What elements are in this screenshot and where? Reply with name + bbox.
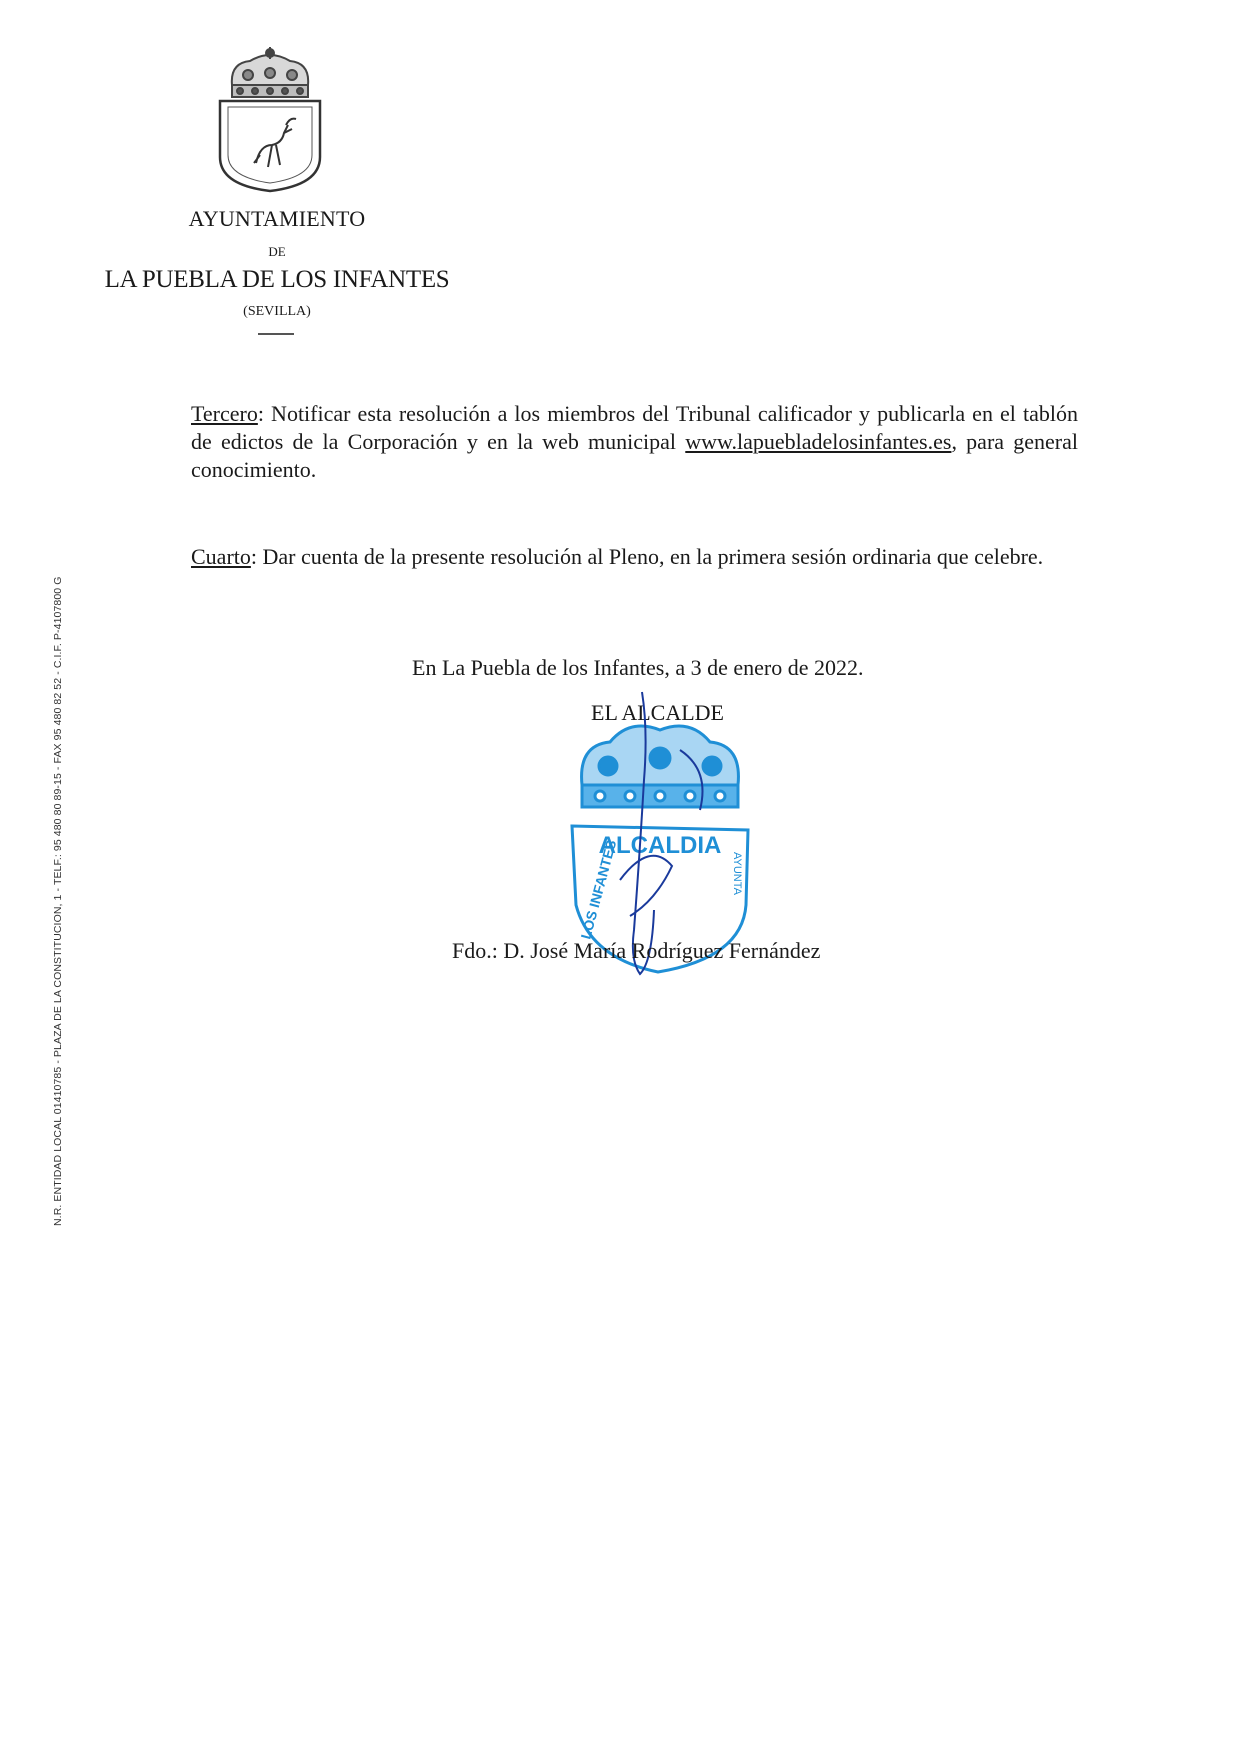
org-name-line2: DE	[268, 244, 286, 259]
alcaldia-stamp	[560, 690, 760, 980]
stamp-seal-icon	[560, 690, 760, 980]
municipal-website-link[interactable]: www.lapuebladelosinfantes.es	[685, 429, 952, 454]
paragraph-tail: , para general conocimiento.	[191, 429, 1079, 482]
stamp-side-text-right: AYUNTA	[731, 852, 743, 895]
crest-icon	[210, 45, 330, 195]
mayor-title: EL ALCALDE	[591, 700, 724, 725]
place-and-date: En La Puebla de los Infantes, a 3 de enero de 2022.	[412, 655, 864, 680]
paragraph-label: Tercero	[191, 401, 258, 426]
stamp-main-text: ALCALDIA	[598, 832, 722, 859]
side-margin-info: N.R. ENTIDAD LOCAL 01410785 - PLAZA DE LA CONSTITUCION, 1 - TELF.: 95 480 80 89-15 - FAX 95 480 82 52 - C.I.F. P-4107800 G	[52, 576, 64, 1226]
paragraph-cuarto	[191, 543, 1078, 571]
letterhead-divider	[258, 333, 294, 335]
paragraph-text: : Dar cuenta de la presente resolución al Pleno, en la primera sesión ordinaria que celebre.	[250, 544, 1044, 569]
paragraph-label: Cuarto	[191, 544, 251, 569]
org-name-line1: AYUNTAMIENTO	[188, 206, 366, 231]
org-province: (SEVILLA)	[243, 304, 311, 319]
org-name-line3: LA PUEBLA DE LOS INFANTES	[104, 266, 450, 293]
signer-name: Fdo.: D. José María Rodríguez Fernández	[452, 938, 821, 963]
stamp-side-text-left: LOS INFANTES	[577, 838, 620, 941]
paragraph-text: : Notificar esta resolución a los miembros del Tribunal calificador y publicarla en el tablón de edictos de la Corporación y en la web municipal	[191, 401, 1078, 454]
paragraph-tercero	[191, 400, 1078, 484]
municipal-crest-logo	[210, 45, 330, 195]
